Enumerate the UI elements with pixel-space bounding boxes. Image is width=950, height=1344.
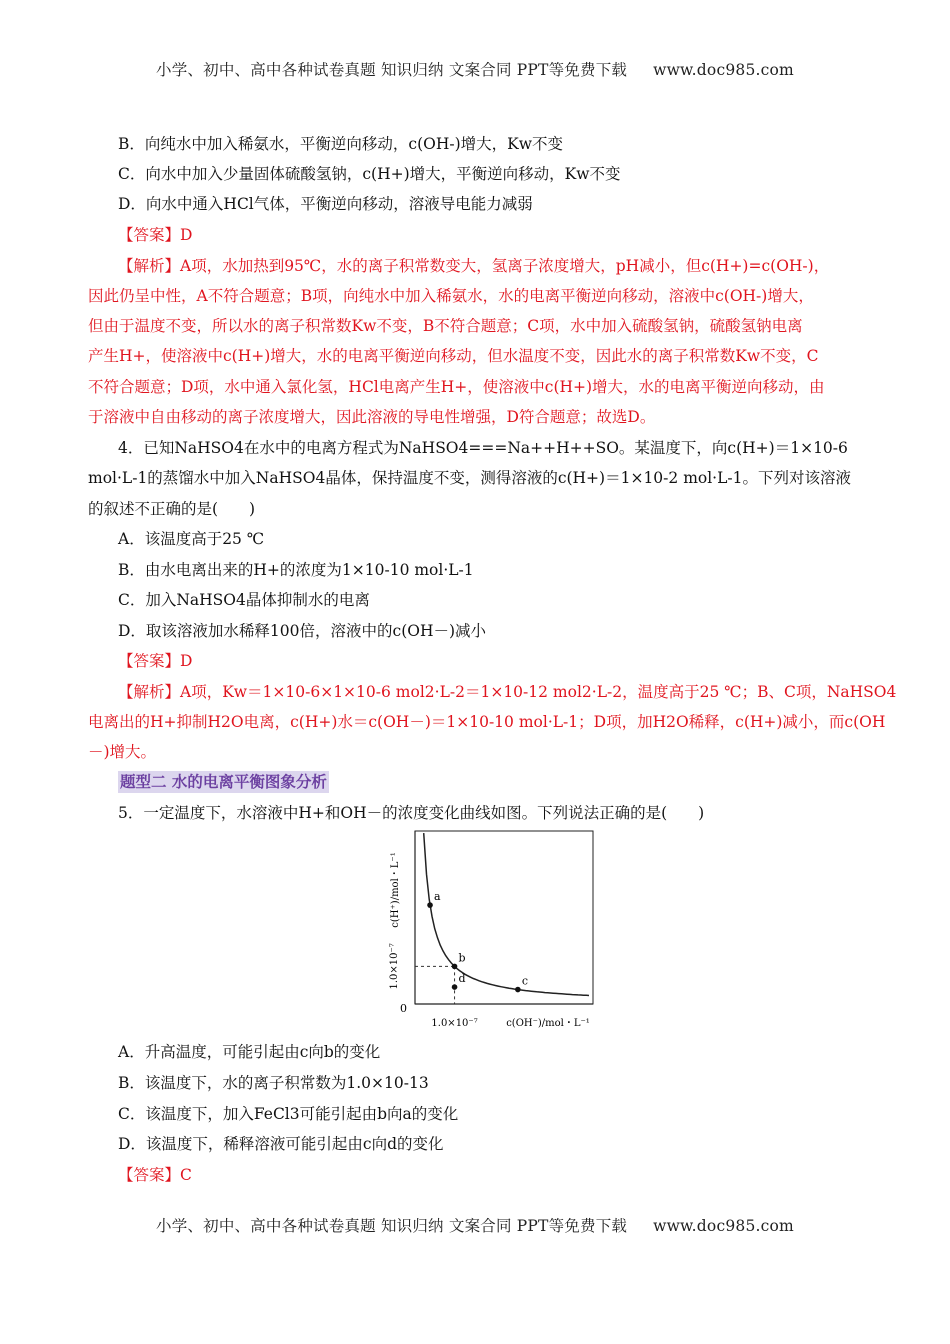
q3-analysis-line-5: 不符合题意；D项，水中通入氯化氢，HCl电离产生H+，使溶液中c(H+)增大，水的电离平衡逆向移动，由 <box>88 378 825 396</box>
point-label-c: c <box>521 974 529 988</box>
q3-option-d: D．向水中通入HCl气体，平衡逆向移动，溶液导电能力减弱 <box>118 195 533 213</box>
y-axis-label: c(H⁺)/mol・L⁻¹ <box>390 852 401 928</box>
q5-option-b: B．该温度下，水的离子积常数为1.0×10-13 <box>118 1074 429 1092</box>
point-b <box>452 964 458 970</box>
q3-analysis-line-2: 因此仍呈中性，A不符合题意；B项，向纯水中加入稀氨水，水的电离平衡逆向移动，溶液中c(OH-)增大， <box>88 287 814 305</box>
q5-option-c: C．该温度下，加入FeCl3可能引起由b向a的变化 <box>118 1105 459 1123</box>
origin-label: 0 <box>400 1002 407 1015</box>
point-c <box>515 987 521 993</box>
q4-option-d: D．取该溶液加水稀释100倍，溶液中的c(OH－)减小 <box>118 622 487 640</box>
page-footer <box>0 1214 950 1236</box>
q5-option-d: D．该温度下，稀释溶液可能引起由c向d的变化 <box>118 1135 444 1153</box>
q4-analysis-line-3: －)增大。 <box>88 743 157 761</box>
q5-option-a: A．升高温度，可能引起由c向b的变化 <box>118 1043 381 1061</box>
q3-analysis-line-1: 【解析】A项，水加热到95℃，水的离子积常数变大，氢离子浓度增大，pH减小，但c(H+)=c(OH-)， <box>118 257 830 275</box>
q5-answer: 【答案】C <box>118 1166 192 1184</box>
q4-option-c: C．加入NaHSO4晶体抑制水的电离 <box>118 591 370 609</box>
point-label-d: d <box>458 972 466 986</box>
x-tick-label: 1.0×10⁻⁷ <box>431 1018 478 1029</box>
q4-stem-line-3: 的叙述不正确的是( ) <box>88 500 256 518</box>
q5-stem: 5．一定温度下，水溶液中H+和OH－的浓度变化曲线如图。下列说法正确的是( ) <box>118 804 705 822</box>
q4-analysis-line-1: 【解析】A项，Kw＝1×10-6×1×10-6 mol2·L-2＝1×10-12 mol2·L-2，温度高于25 ℃；B、C项，NaHSO4 <box>118 683 897 701</box>
footer-text: 小学、初中、高中各种试卷真题 知识归纳 文案合同 PPT等免费下载 <box>156 1217 628 1235</box>
point-d <box>452 984 458 990</box>
q4-option-a: A．该温度高于25 ℃ <box>118 530 265 548</box>
q3-answer: 【答案】D <box>118 226 193 244</box>
q4-option-b: B．由水电离出来的H+的浓度为1×10-10 mol·L-1 <box>118 561 474 579</box>
plot-frame <box>415 831 593 1004</box>
q3-option-c: C．向水中加入少量固体硫酸氢钠，c(H+)增大，平衡逆向移动，Kw不变 <box>118 165 621 183</box>
q4-analysis-line-2: 电离出的H+抑制H2O电离，c(H+)水＝c(OH－)＝1×10-10 mol·L-1；D项，加H2O稀释，c(H+)减小，而c(OH <box>88 713 886 731</box>
q3-analysis-line-6: 于溶液中自由移动的离子浓度增大，因此溶液的导电性增强，D符合题意；故选D。 <box>88 408 656 426</box>
header-text: 小学、初中、高中各种试卷真题 知识归纳 文案合同 PPT等免费下载 <box>156 61 628 79</box>
point-label-b: b <box>458 951 466 965</box>
q3-analysis-line-4: 产生H+，使溶液中c(H+)增大，水的电离平衡逆向移动，但水温度不变，因此水的离子积常数Kw不变，C <box>88 347 819 365</box>
q3-option-b: B．向纯水中加入稀氨水，平衡逆向移动，c(OH-)增大，Kw不变 <box>118 135 563 153</box>
x-axis-label: c(OH⁻)/mol・L⁻¹ <box>506 1018 590 1029</box>
q4-stem-line-1: 4．已知NaHSO4在水中的电离方程式为NaHSO4===Na++H++SO。某温度下，向c(H+)＝1×10-6 <box>118 439 848 457</box>
q4-stem-line-2: mol·L-1的蒸馏水中加入NaHSO4晶体，保持温度不变，测得溶液的c(H+)＝1×10-2 mol·L-1。下列对该溶液 <box>88 469 851 487</box>
water-ionization-chart <box>380 828 600 1038</box>
curve-line <box>424 833 589 995</box>
section-heading: 题型二 水的电离平衡图象分析 <box>120 773 327 791</box>
y-tick-label: 1.0×10⁻⁷ <box>389 943 400 990</box>
header-site: www.doc985.com <box>653 61 794 79</box>
footer-site: www.doc985.com <box>653 1217 794 1235</box>
q3-analysis-line-3: 但由于温度不变，所以水的离子积常数Kw不变，B不符合题意；C项，水中加入硫酸氢钠，硫酸氢钠电离 <box>88 317 803 335</box>
q4-answer: 【答案】D <box>118 652 193 670</box>
page-header <box>0 58 950 80</box>
point-label-a: a <box>434 890 441 904</box>
point-a <box>427 902 433 908</box>
